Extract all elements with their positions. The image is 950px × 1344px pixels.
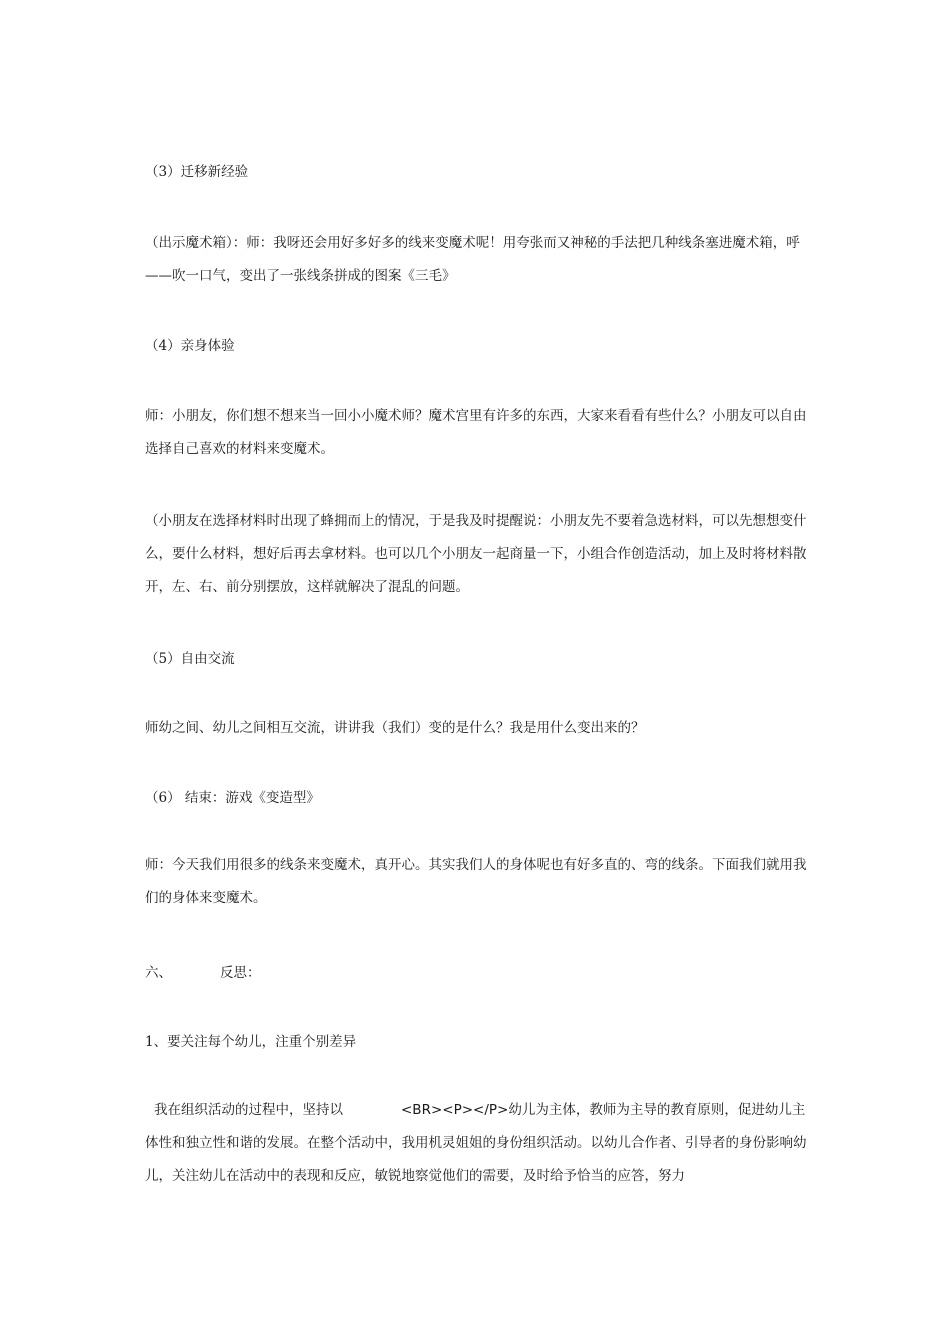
paragraph-magic-box: （出示魔术箱）：师：我呀还会用好多好多的线来变魔术呢！用夸张而又神秘的手法把几种线条塞进魔术箱，呼——吹一口气，变出了一张线条拼成的图案《三毛》 <box>145 235 800 284</box>
html-tag-text: <BR><P></P> <box>401 1102 509 1118</box>
paragraph-reflection <box>145 1094 810 1193</box>
paragraph-body-magic: 师：今天我们用很多的线条来变魔术，真开心。其实我们人的身体呢也有好多直的、弯的线条。下面我们就用我们的身体来变魔术。 <box>145 857 807 906</box>
reflection-item-1: 1、要关注每个幼儿，注重个别差异 <box>145 1034 357 1050</box>
reflection-text-rest: 幼儿为主体，教师为主导的教育原则，促进幼儿主体性和独立性和谐的发展。在整个活动中，我用机灵姐姐的身份组织活动。以幼儿合作者、引导者的身份影响幼儿，关注幼儿在活动中的表现和反应，敏锐地察觉他们的需要，及时给予恰当的应答，努力 <box>145 1102 807 1184</box>
step-5-heading: （5）自由交流 <box>145 651 235 667</box>
step-3-heading: （3）迁移新经验 <box>145 164 249 180</box>
step-4-heading: （4）亲身体验 <box>145 338 235 354</box>
section-number: 六、 <box>145 965 172 981</box>
paragraph-little-magician: 师：小朋友，你们想不想来当一回小小魔术师？魔术宫里有许多的东西，大家来看看有些什么？小朋友可以自由选择自己喜欢的材料来变魔术。 <box>145 408 807 457</box>
step-6-heading: （6） 结束：游戏《变造型》 <box>145 790 320 806</box>
reflection-text-start: 我在组织活动的过程中，坚持以 <box>154 1102 343 1118</box>
paragraph-free-exchange: 师幼之间、幼儿之间相互交流，讲讲我（我们）变的是什么？我是用什么变出来的？ <box>145 720 645 736</box>
section-title: 反思： <box>220 965 261 981</box>
section-6-heading <box>145 963 810 983</box>
paragraph-material-selection: （小朋友在选择材料时出现了蜂拥而上的情况，于是我及时提醒说：小朋友先不要着急选材料，可以先想想变什么，要什么材料，想好后再去拿材料。也可以几个小朋友一起商量一下，小组合作创造活动，加上及时将材料散开，左、右、前分别摆放，这样就解决了混乱的问题。 <box>145 513 807 595</box>
